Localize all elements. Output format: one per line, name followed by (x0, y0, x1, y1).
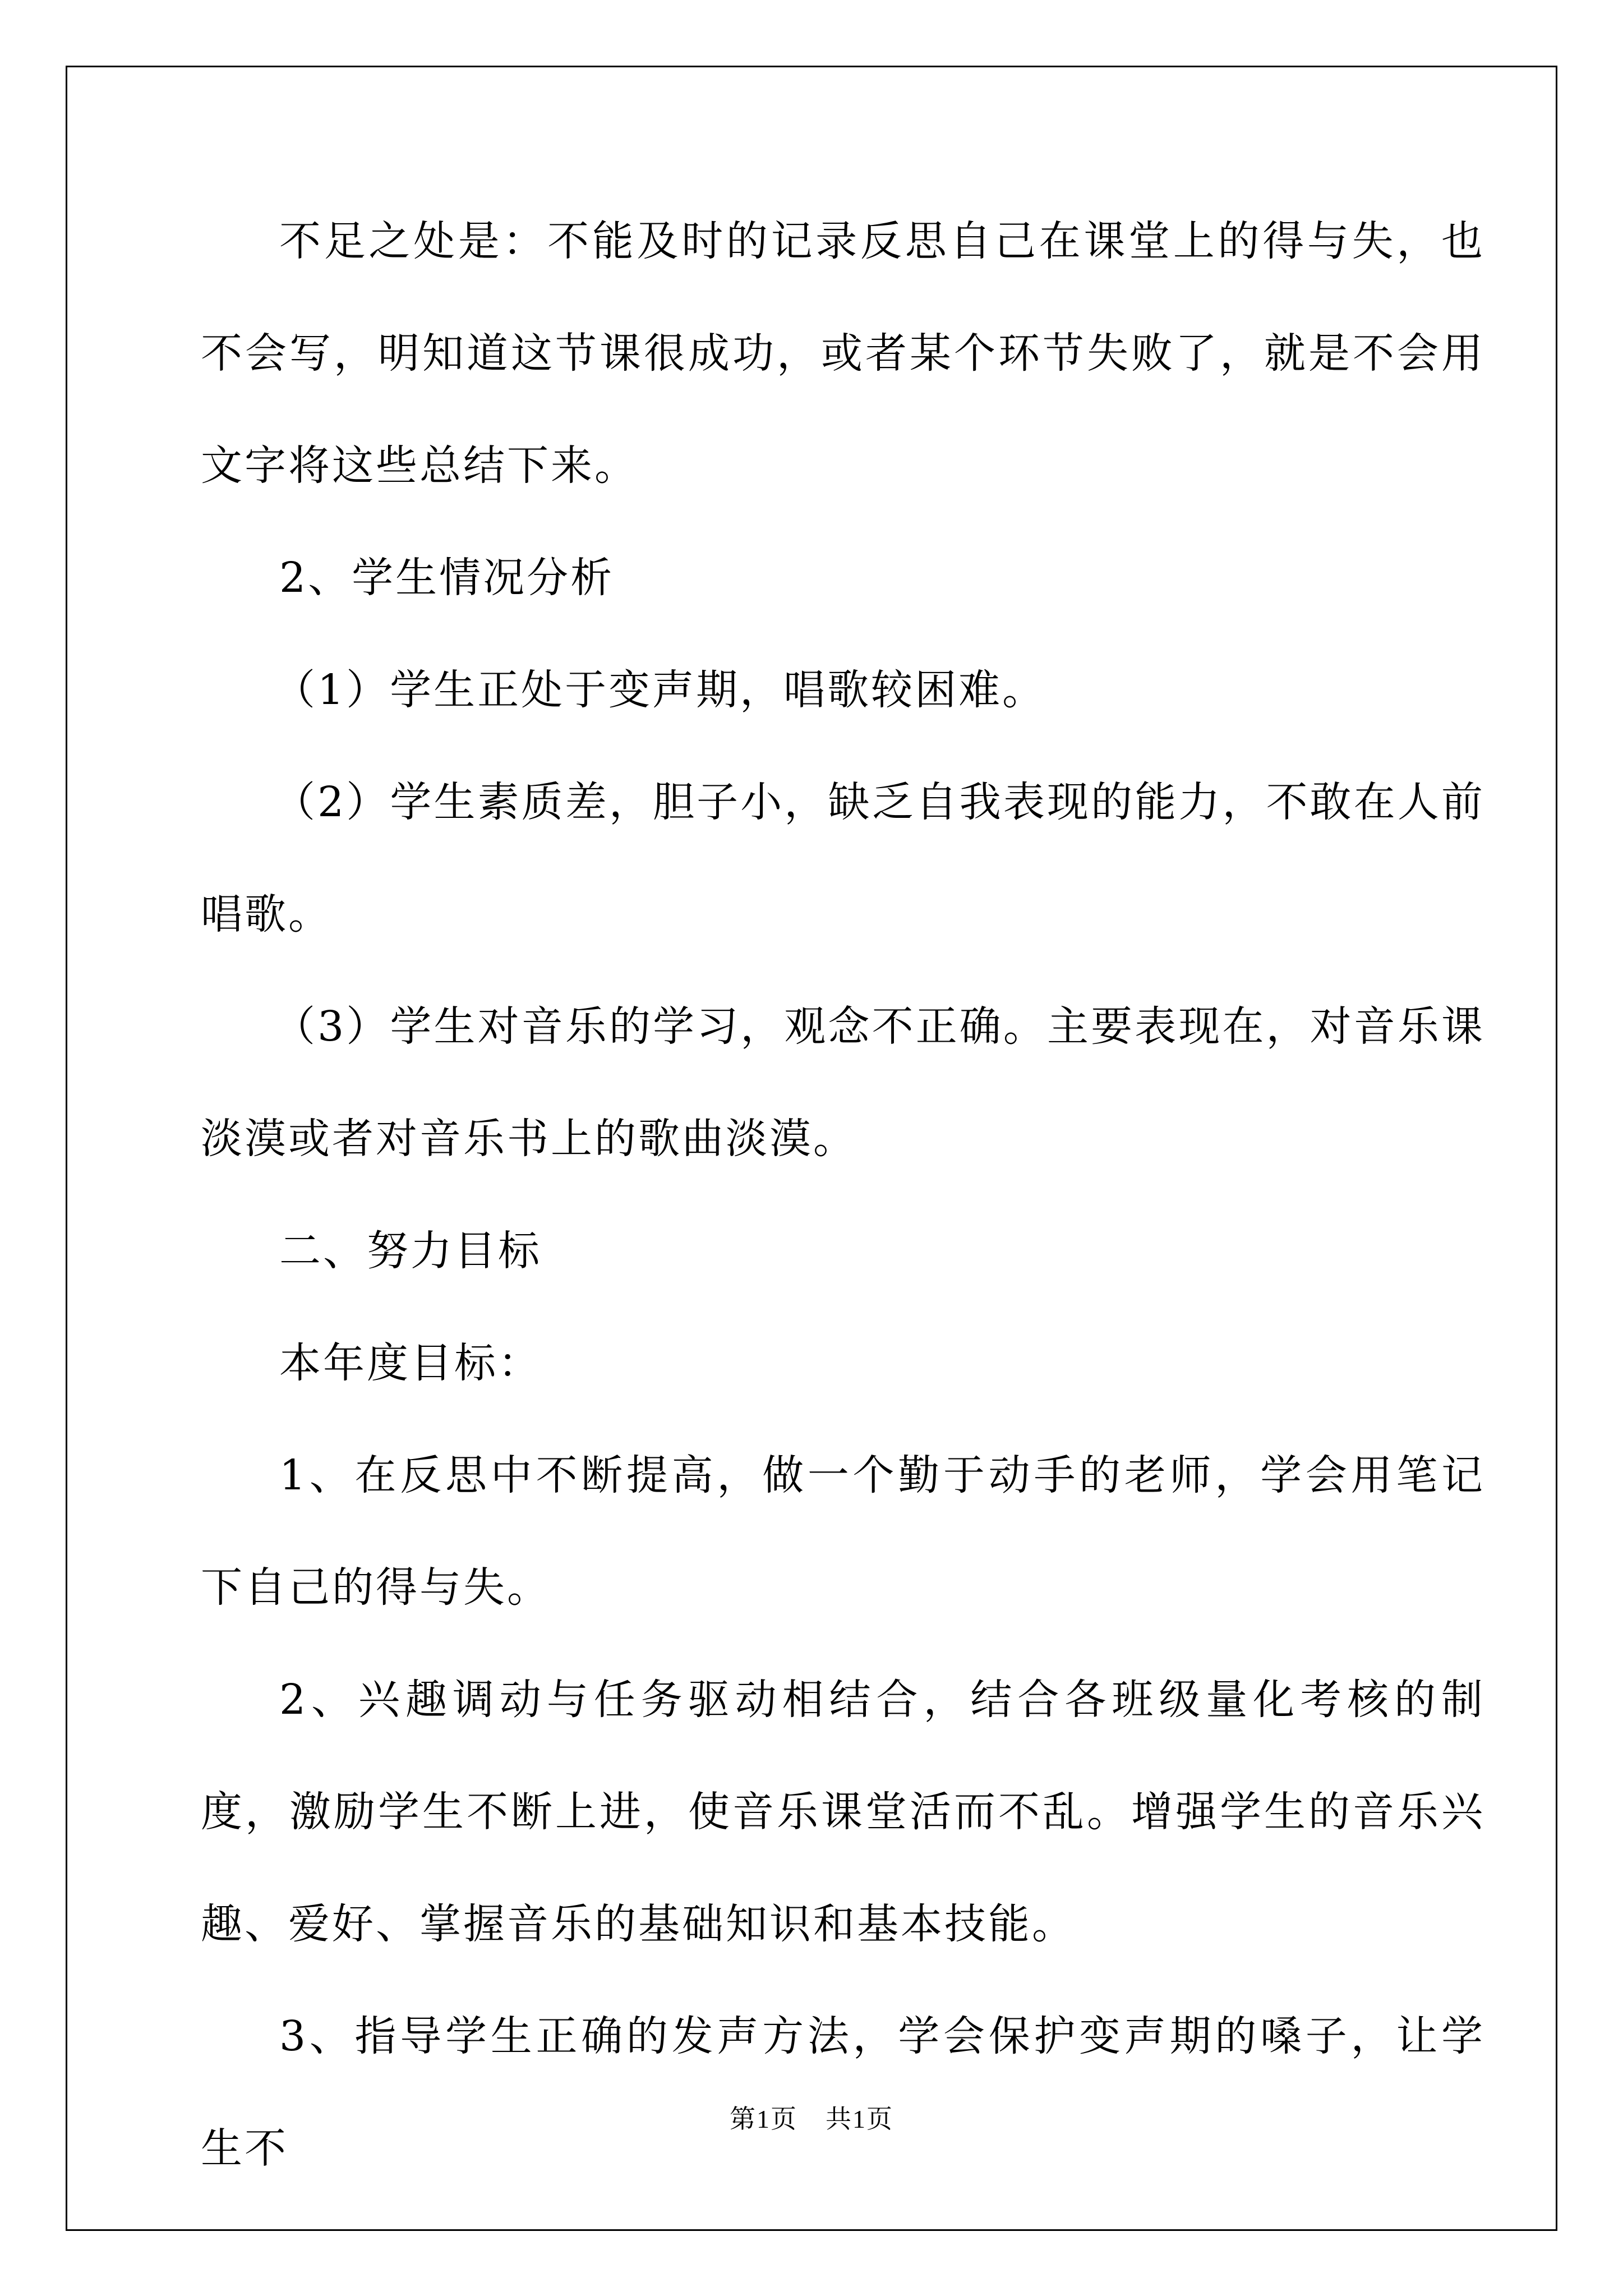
page-total: 共1页 (826, 2105, 893, 2133)
paragraph-student-point-1: （1）学生正处于变声期，唱歌较困难。 (274, 666, 1046, 714)
paragraph-goal-2: 2、兴趣调动与任务驱动相结合，结合各班级量化考核的制度，激励学生不断上进，使音乐课堂活而不乱。增强学生的音乐兴趣、爱好、掌握音乐的基础知识和基本技能。 (201, 1676, 1485, 1948)
paragraph-annual-goals: 本年度目标： (279, 1339, 542, 1387)
paragraph-shortcomings: 不足之处是：不能及时的记录反思自己在课堂上的得与失，也不会写，明知道这节课很成功，或者某个环节失败了，就是不会用文字将这些总结下来。 (201, 217, 1485, 490)
page-number: 第1页 (730, 2105, 797, 2133)
paragraph-goal-1: 1、在反思中不断提高，做一个勤于动手的老师，学会用笔记下自己的得与失。 (201, 1451, 1485, 1612)
paragraph-student-point-2: （2）学生素质差，胆子小，缺乏自我表现的能力，不敢在人前唱歌。 (201, 778, 1485, 938)
paragraph-student-point-3: （3）学生对音乐的学习，观念不正确。主要表现在，对音乐课淡漠或者对音乐书上的歌曲淡漠。 (201, 1002, 1485, 1163)
page-footer (0, 2102, 1623, 2136)
paragraph-goal-3: 3、指导学生正确的发声方法，学会保护变声期的嗓子，让学生不 (201, 2012, 1485, 2173)
paragraph-goals-heading: 二、努力目标 (279, 1227, 542, 1275)
paragraph-student-analysis-heading: 2、学生情况分析 (279, 554, 615, 602)
